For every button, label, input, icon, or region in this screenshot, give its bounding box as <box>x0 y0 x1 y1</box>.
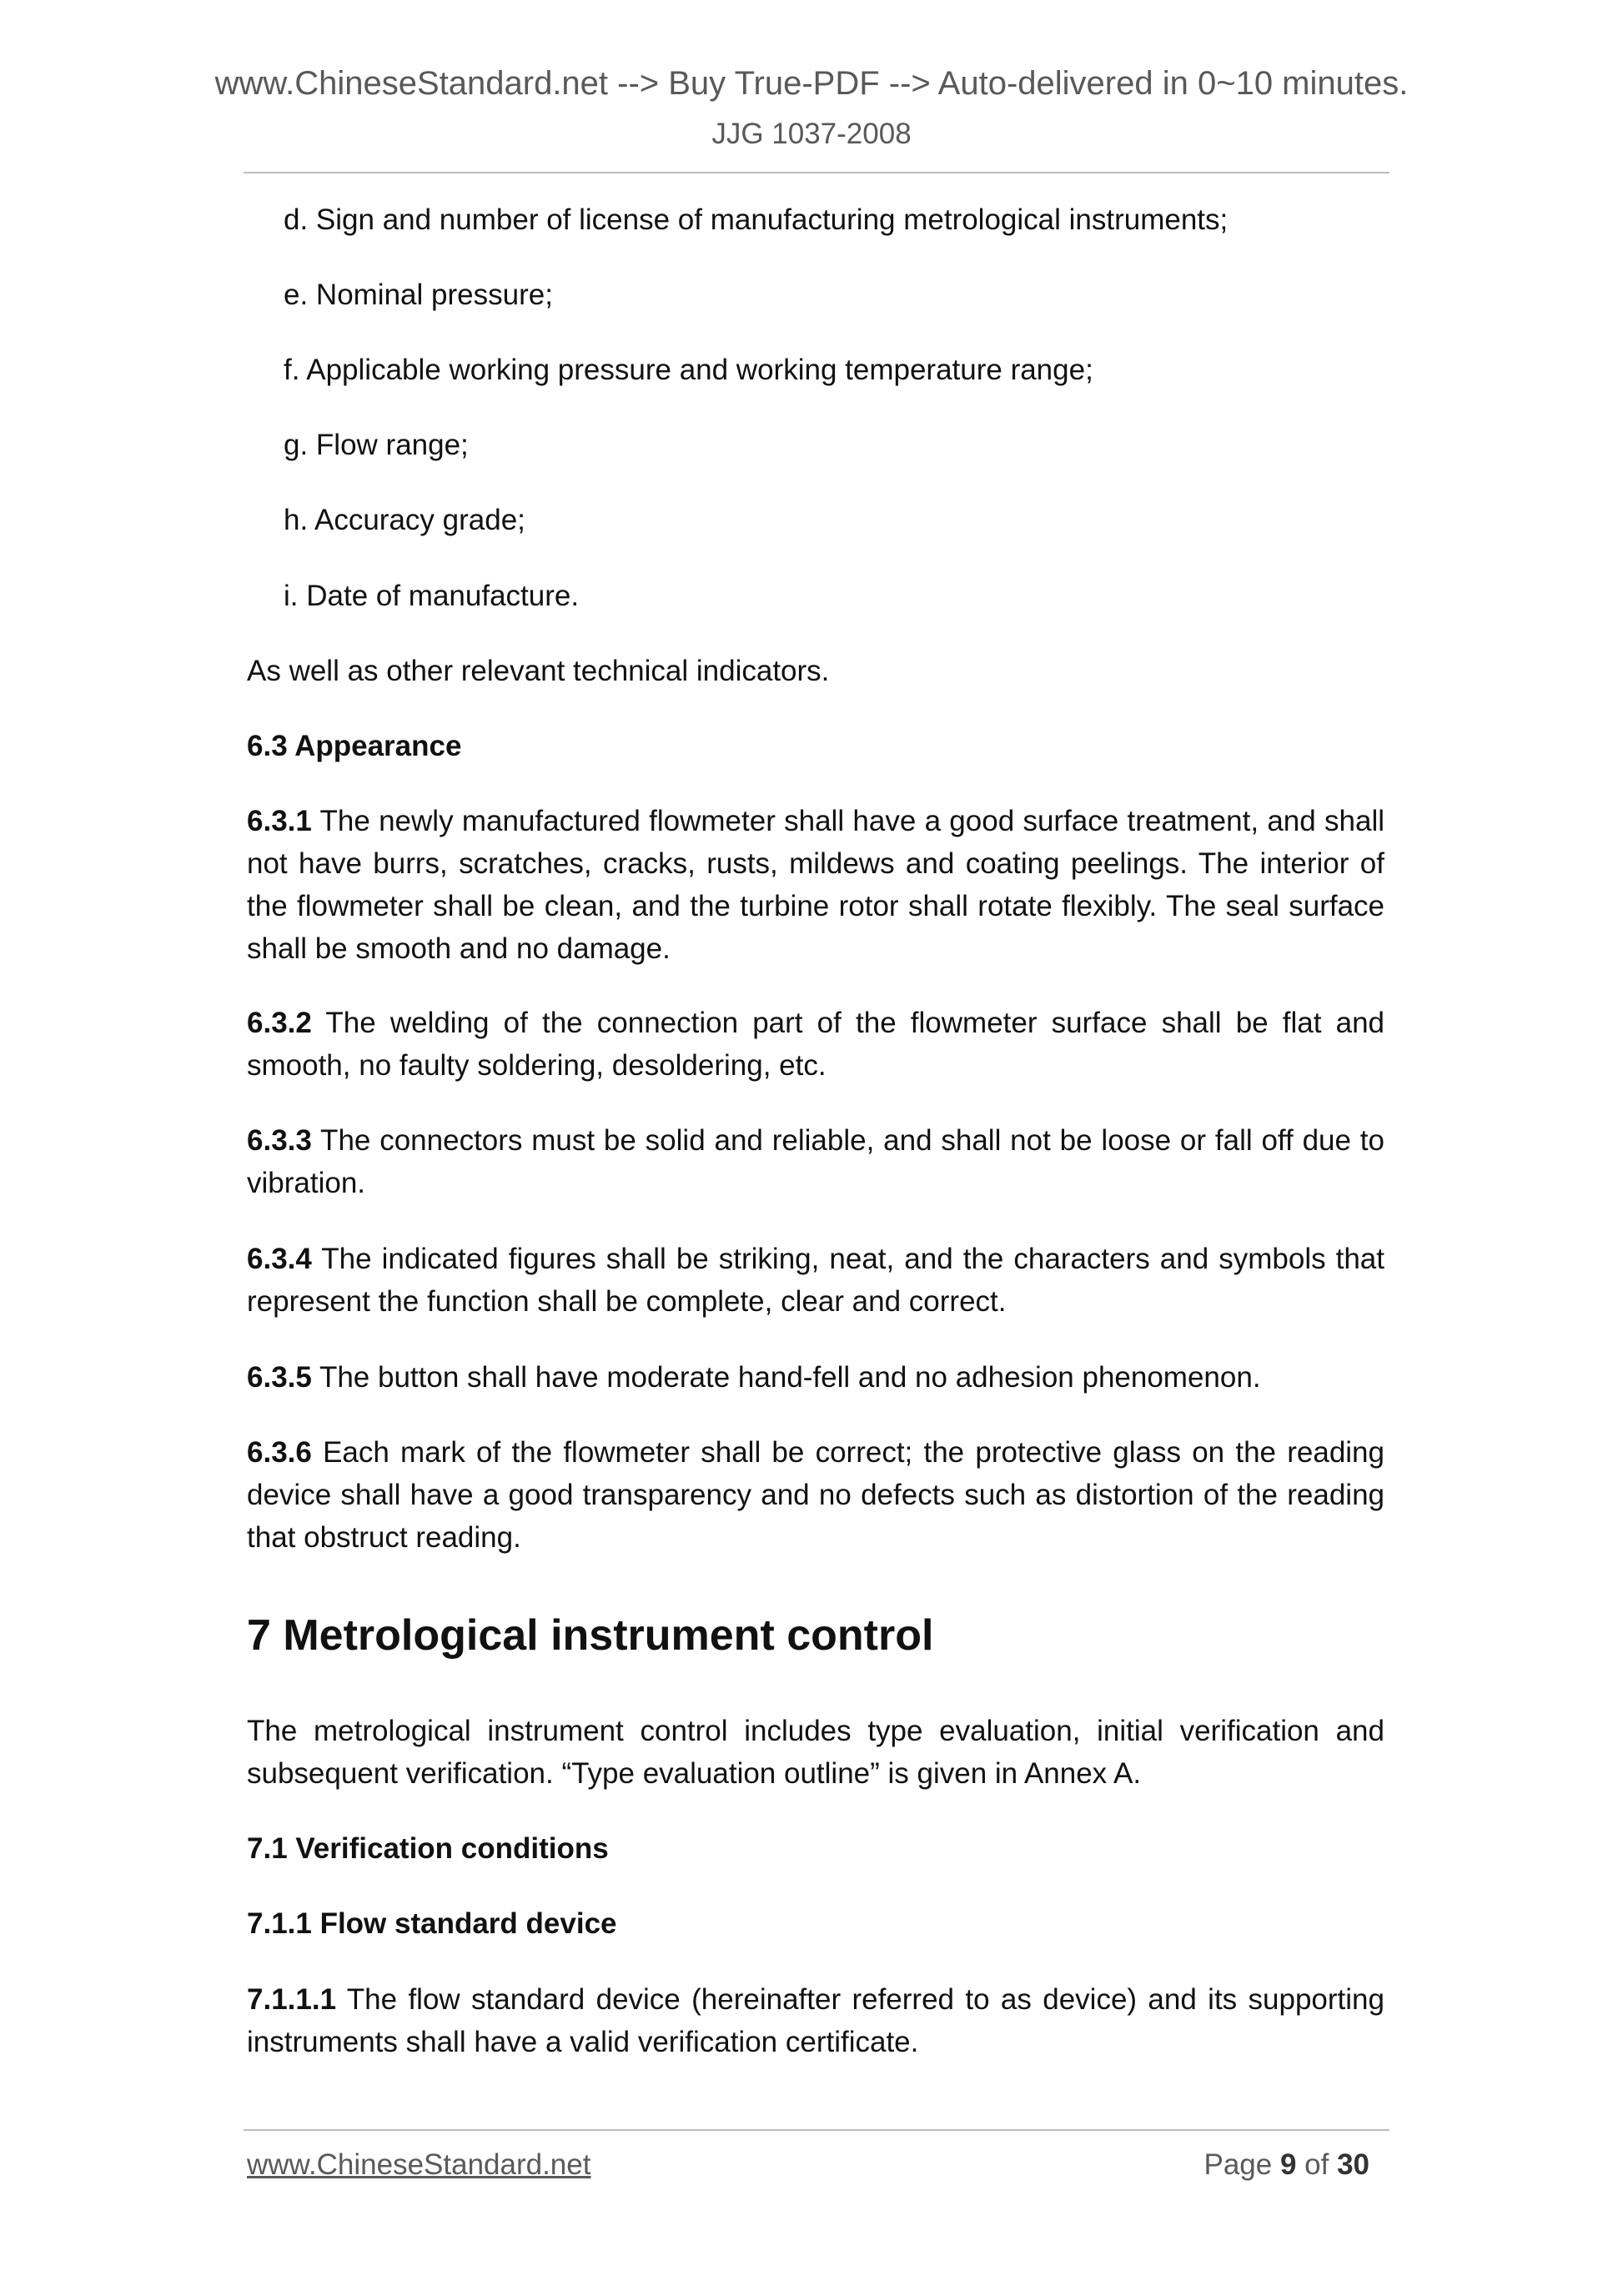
clause-6-3-2 <box>247 1002 1384 1087</box>
clause-number: 6.3.3 <box>247 1124 312 1157</box>
header-standard-code: JJG 1037-2008 <box>711 118 912 150</box>
clause-number: 6.3.2 <box>247 1007 312 1039</box>
clause-6-3-6 <box>247 1431 1384 1559</box>
list-item-h: h. Accuracy grade; <box>284 504 525 536</box>
clause-text: The newly manufactured flowmeter shall have a good surface treatment, and shall not have burrs, scratches, cracks, rusts, mildews and coating peelings. The interior of the flowmeter shall be clean, and the turbine rotor shall rotate flexibly. The seal surface shall be smooth and no damage. <box>247 805 1384 965</box>
clause-text: The button shall have moderate hand-fell and no adhesion phenomenon. <box>311 1361 1261 1394</box>
page-of: of <box>1296 2148 1338 2181</box>
page-prefix: Page <box>1203 2148 1280 2181</box>
clause-number: 6.3.5 <box>247 1361 312 1394</box>
clause-text: The flow standard device (hereinafter referred to as device) and its supporting instruments shall have a valid verification certificate. <box>247 1983 1384 2058</box>
section-7-1-1-title: 7.1.1 Flow standard device <box>247 1907 617 1940</box>
clause-number: 6.3.1 <box>247 805 312 837</box>
clause-text: The indicated figures shall be striking, neat, and the characters and symbols that represent the function shall be complete, clear and correct. <box>247 1243 1384 1318</box>
footer-website-link[interactable]: www.ChineseStandard.net <box>247 2148 591 2181</box>
clause-number: 6.3.4 <box>247 1243 312 1275</box>
clause-6-3-3 <box>247 1119 1384 1204</box>
list-item-e: e. Nominal pressure; <box>284 279 553 311</box>
header-banner: www.ChineseStandard.net --> Buy True-PDF --> Auto-delivered in 0~10 minutes. <box>214 65 1409 102</box>
clause-text: Each mark of the flowmeter shall be correct; the protective glass on the reading device shall have a good transparency and no defects such as distortion of the reading that obstruct reading. <box>247 1436 1384 1554</box>
list-item-i: i. Date of manufacture. <box>284 580 580 612</box>
section-6-3-title: 6.3 Appearance <box>247 730 462 762</box>
clause-number: 6.3.6 <box>247 1436 312 1469</box>
chapter-7-intro: The metrological instrument control includes type evaluation, initial verification and subsequent verification. “Type evaluation outline” is given in Annex A. <box>247 1715 1384 1790</box>
list-item-d: d. Sign and number of license of manufacturing metrological instruments; <box>284 203 1229 236</box>
header-divider <box>244 172 1389 173</box>
closing-line: As well as other relevant technical indicators. <box>247 655 830 687</box>
clause-number: 7.1.1.1 <box>247 1983 337 2016</box>
list-item-f: f. Applicable working pressure and working temperature range; <box>284 354 1093 386</box>
clause-6-3-1 <box>247 800 1384 970</box>
clause-6-3-5 <box>247 1356 1384 1399</box>
footer-divider <box>244 2129 1389 2131</box>
clause-6-3-4 <box>247 1238 1384 1323</box>
clause-7-1-1-1 <box>247 1978 1384 2063</box>
current-page-number: 9 <box>1279 2148 1297 2181</box>
clause-text: The connectors must be solid and reliable, and shall not be loose or fall off due to vibration. <box>247 1124 1384 1199</box>
list-item-g: g. Flow range; <box>284 429 469 461</box>
chapter-7-heading: 7 Metrological instrument control <box>247 1611 934 1660</box>
clause-text: The welding of the connection part of the flowmeter surface shall be flat and smooth, no faulty soldering, desoldering, etc. <box>247 1007 1384 1082</box>
footer-page-indicator <box>1203 2146 1369 2184</box>
section-7-1-title: 7.1 Verification conditions <box>247 1832 609 1865</box>
total-page-count: 30 <box>1337 2148 1369 2181</box>
